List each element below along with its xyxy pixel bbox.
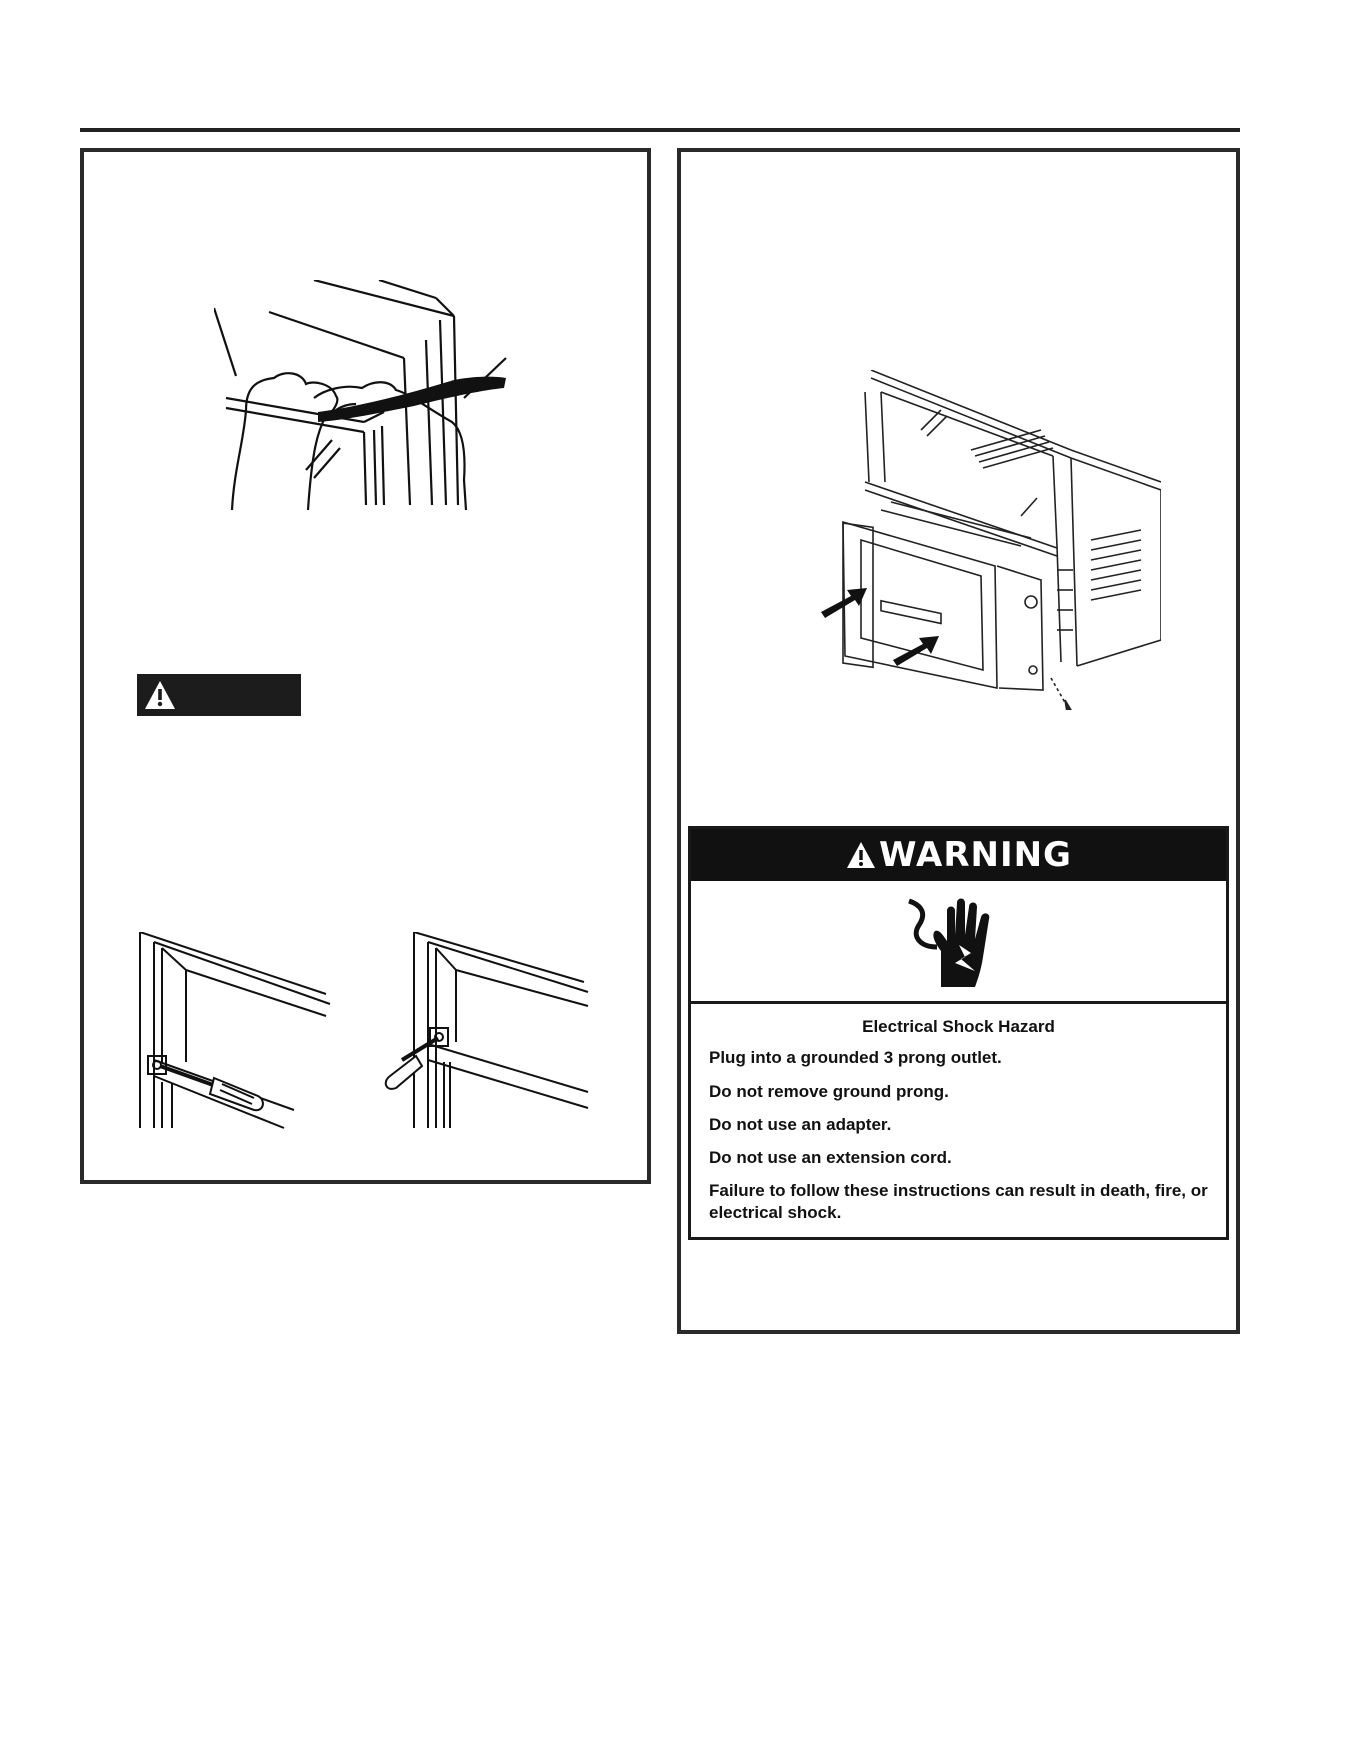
foam-strip-illustration <box>214 280 594 520</box>
warning-header-text: WARNING <box>879 835 1072 875</box>
window-lock-screw-illustration-left <box>134 932 344 1132</box>
warning-line: Do not use an adapter. <box>709 1114 892 1134</box>
left-panel <box>80 148 651 1184</box>
warning-line: Plug into a grounded 3 prong outlet. <box>709 1048 1002 1068</box>
electrical-warning-box <box>688 826 1229 1240</box>
shock-symbol-area <box>691 881 1226 1004</box>
warning-line: Do not remove ground prong. <box>709 1081 949 1101</box>
warning-header <box>691 829 1226 881</box>
air-conditioner-installation-illustration <box>821 370 1161 710</box>
top-rule <box>80 128 1240 132</box>
warning-line: Failure to follow these instructions can result in death, fire, or electrical shock. <box>709 1181 1208 1222</box>
warning-triangle-icon <box>143 678 177 712</box>
electrical-shock-hand-icon <box>901 891 1011 991</box>
window-lock-screw-illustration-right <box>384 932 604 1132</box>
right-panel <box>677 148 1240 1334</box>
warning-line: Do not use an extension cord. <box>709 1148 952 1167</box>
warning-triangle-icon <box>845 840 877 870</box>
caution-banner <box>137 674 301 716</box>
warning-title: Electrical Shock Hazard <box>862 1017 1055 1036</box>
